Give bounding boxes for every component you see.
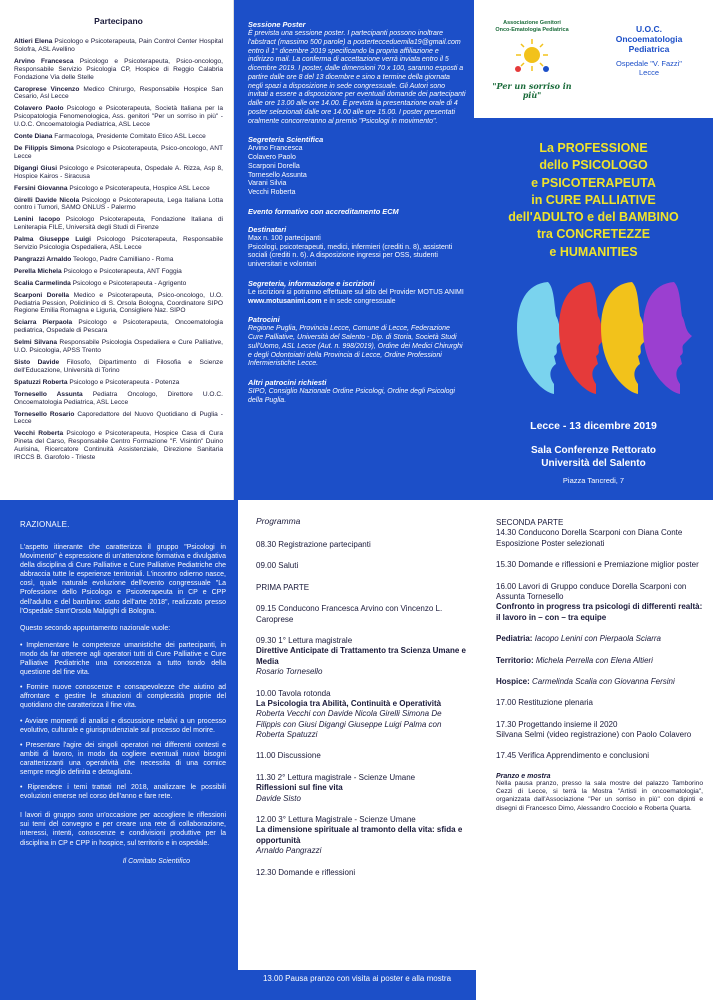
association-logo xyxy=(482,20,582,101)
rationale-goal-item xyxy=(20,783,226,801)
program-time-label: SECONDA PARTE xyxy=(496,518,564,527)
program-item xyxy=(496,751,703,761)
participant-name: Scalia Carmelinda xyxy=(14,279,71,287)
program-item xyxy=(496,656,703,666)
rationale-goal-text: Avviare momenti di analisi e discussione relativi a un processo evolutivo, culturale e giurisprudenziale sul processo del morire. xyxy=(20,717,226,734)
participant-role: Psicologo e Psicoterapeuta, Pain Control Center Hospital Solofra, ASL Avellino xyxy=(14,38,223,53)
participant-role: Psicologo e Psicoterapeuta, Hospice ASL Lecce xyxy=(67,184,210,192)
participant-item xyxy=(14,280,223,288)
event-title-line: e PSICOTERAPEUTA xyxy=(531,175,656,190)
bullet-icon: • xyxy=(20,641,27,649)
workgroup-row xyxy=(496,656,703,666)
rationale-goal-item xyxy=(20,717,226,735)
participant-role: Responsabile Psicologia Ospedaliera e Cure Palliative, U.O. Psicologia, APSS Trento xyxy=(14,339,223,355)
participant-item xyxy=(14,197,223,213)
workgroup-leaders: Iacopo Lenini con Pierpaola Sciarra xyxy=(532,634,661,644)
program-speakers: Davide Sisto xyxy=(256,793,301,803)
program-time-label: 10.00 Tavola rotonda xyxy=(256,688,331,698)
unit-info xyxy=(589,24,709,77)
recipients-heading: Destinatari xyxy=(248,224,287,234)
program-speakers: Arnaldo Pangrazzi xyxy=(256,846,322,856)
participants-title: Partecipano xyxy=(94,16,143,26)
program-item xyxy=(496,698,703,708)
venue-line-1: Sala Conferenze Rettorato xyxy=(530,445,657,456)
lunch-break-bar: 13.00 Pausa pranzo con visita ai poster e alla mostra xyxy=(238,970,476,1000)
program-time-label: 15.30 Domande e riflessioni e Premiazione miglior poster xyxy=(496,560,699,570)
participant-role: Psicologo e Psicoterapeuta, Psico-oncologo, ANT Lecce xyxy=(14,144,223,160)
info-panel xyxy=(234,0,474,500)
participant-role: Pediatra Oncologo, Direttore U.O.C. Oncoematologia Pediatrica, ASL Lecce xyxy=(14,390,223,406)
program-time-label: 17.45 Verifica Apprendimento e conclusioni xyxy=(496,751,649,761)
rationale-workgroups: I lavori di gruppo sono un'occasione per accogliere le riflessioni sui temi del convegno e per creare una rete di collaborazione, interessi, intenti, conoscenze e condivisioni produttive per la disciplina in CP e CPP in hospice, sul territorio e in ospedale. xyxy=(20,812,226,847)
program-time-label: 17.30 Progettando insieme il 2020 xyxy=(496,719,618,729)
program-speakers: Roberta Vecchi con Davide Nicola Girelli Simona De Filippis con Giusi Digangi Giuseppe Luigi Palma con Roberta Spatuzzi xyxy=(256,709,442,740)
face-profile xyxy=(601,282,650,394)
association-name-2: Onco-Ematologia Pediatrica xyxy=(495,26,569,33)
rationale-goal-item xyxy=(20,741,226,777)
ecm-heading: Evento formativo con accreditamento ECM xyxy=(248,206,399,216)
participant-item xyxy=(14,359,223,375)
poster-text: È prevista una sessione poster. I partecipanti possono inoltrare l'abstract (massimo 500 parole) a postertecceduemila19@gmail.com entro il 1° dicembre 2019 specificando la propria affiliazione e indirizzo mail. La conferma di accettazione verrà inviata entro il 5 dicembre 2019. I poster, dalle dimensioni 70 x 100, saranno esposti a partire dalle ore 8 del 13 dicembre e sino a termine della giornata negli spazi a disposizione in sede congressuale. Gli Autori sono invitati a essere a disposizione per eventuali domande dei partecipanti dalle ore 13.00 alle ore 14.00. È prevista la presentazione orale di 4 poster selezionati dalle ore 14.00 alle ore 15.00. I poster presentati oralmente concorreranno al premio "Psicologi in movimento". xyxy=(248,30,466,125)
other-patronage-section xyxy=(248,378,466,406)
program-morning-list xyxy=(256,540,468,878)
scientific-secretariat xyxy=(248,135,466,198)
poster-heading: Sessione Poster xyxy=(248,20,306,29)
association-name-1: Associazione Genitori xyxy=(503,20,561,26)
participant-name: Perella Michela xyxy=(14,267,62,275)
event-title-line: e HUMANITIES xyxy=(549,244,638,259)
program-item xyxy=(496,518,703,549)
program-note: Esposizione Poster selezionati xyxy=(496,538,605,548)
rationale-goals-intro: Questo secondo appuntamento nazionale vuole: xyxy=(20,624,171,632)
workgroup-leaders: Michela Perrella con Elena Altieri xyxy=(533,655,653,665)
participant-name: De Filippis Simona xyxy=(14,144,74,152)
registration-suffix: e in sede congressuale xyxy=(321,297,396,305)
event-title-line: tra CONCRETEZZE xyxy=(536,227,651,242)
participant-role: Medico Chirurgo, Responsabile Hospice San Cesario, Asl Lecce xyxy=(14,85,223,101)
participant-role: Filosofo, Dipartimento di Filosofia e Scienze dell'Educazione, Università di Torino xyxy=(14,359,224,374)
program-morning-panel xyxy=(238,500,476,1000)
program-conductors: Silvana Selmi (video registrazione) con Paolo Colavero xyxy=(496,730,692,740)
program-item xyxy=(496,677,703,687)
participant-item xyxy=(14,236,223,252)
unit-name-2: Pediatrica xyxy=(628,44,670,55)
scientific-names: Arvino Francesca Colavero Paolo Scarponi Dorella Tornesello Assunta Varani Silvia Vecchi Roberta xyxy=(248,145,307,196)
participant-name: Vecchi Roberta xyxy=(14,430,64,438)
workgroup-label: Hospice: xyxy=(496,676,530,686)
participant-name: Sisto Davide xyxy=(14,359,60,366)
participant-name: Sciarra Pierpaola xyxy=(14,319,73,327)
participant-item xyxy=(14,105,223,129)
workgroup-label: Pediatria: xyxy=(496,634,533,644)
event-title xyxy=(474,140,713,261)
participant-item xyxy=(14,145,223,161)
participant-item xyxy=(14,292,223,316)
participant-role: Psicologo e Psicoterapeuta, Oncoematologia pediatrica, Ospedale di Pescara xyxy=(14,319,223,335)
program-item xyxy=(496,560,703,570)
bullet-icon: • xyxy=(20,717,25,725)
participant-name: Spatuzzi Roberta xyxy=(14,378,68,386)
rationale-goal-text: Presentare l'agire dei singoli operatori nei differenti contesti e ambiti di lavoro, in modo da cogliere eventuali nuovi bisogni caratterizzanti una operatività che necessita di una cornice sempre meglio definita e dettagliata. xyxy=(20,741,226,776)
participant-item xyxy=(14,133,223,141)
sun-children-icon xyxy=(508,35,556,77)
participant-item xyxy=(14,38,223,54)
program-time-label: 12.30 Domande e riflessioni xyxy=(256,867,356,877)
participant-name: Lenini Iacopo xyxy=(14,216,61,224)
program-time-label: 09.30 1° Lettura magistrale xyxy=(256,635,353,645)
participant-role: Psicologo e Psicoterapeuta, Psico-oncologo, Responsabile Servizio Psicologia CP, Hospice di Reggio Calabria Fondazione Via delle Stelle xyxy=(14,57,223,81)
program-item xyxy=(496,720,703,741)
participants-list xyxy=(14,38,223,462)
participant-name: Arvino Francesca xyxy=(14,57,74,65)
event-title-line: dell'ADULTO e del BAMBINO xyxy=(508,210,679,224)
program-time-label: 11.00 Discussione xyxy=(256,751,321,761)
registration-text: Le iscrizioni si potranno effettuare sul sito del Provider MOTUS ANIMI xyxy=(248,288,464,296)
registration-section xyxy=(248,279,466,307)
workgroup-leaders: Carmelinda Scalia con Giovanna Fersini xyxy=(529,676,675,686)
program-time-label: 16.00 Lavori di Gruppo conduce Dorella Scarponi con Assunta Tornesello xyxy=(496,581,687,601)
program-time-label: 12.00 3° Lettura Magistrale - Scienze Umane xyxy=(256,815,416,825)
program-item xyxy=(256,815,468,857)
program-item xyxy=(256,689,468,741)
other-patronage-text: SIPO, Consiglio Nazionale Ordine Psicologi, Ordine degli Psicologi della Puglia. xyxy=(248,388,455,404)
participant-role: Psicologo Psicoterapeuta, Responsabile Servizio Psicologia Ospedaliera, ASL Lecce xyxy=(14,236,223,252)
program-session-title: La dimensione spirituale al tramonto della vita: sfida e opportunità xyxy=(256,825,463,845)
participant-role: Psicologo e Psicoterapeuta, Hospice Casa di Cura Pineta del Carso, Responsabile Centro Formazione "F. Visintin" Duino Aurisina, Ricercatore Continuità Assistenziale, Direzione Sanitaria IRCCS B. Garofolo - Trieste xyxy=(14,430,223,462)
face-profile xyxy=(517,282,566,394)
program-item xyxy=(256,561,468,571)
cover-panel xyxy=(474,0,713,500)
face-profile xyxy=(643,282,692,394)
event-title-line: in CURE PALLIATIVE xyxy=(531,192,656,207)
participant-name: Digangi Giusi xyxy=(14,164,58,172)
face-profile xyxy=(559,282,608,394)
unit-label: U.O.C. xyxy=(636,24,662,34)
participant-role: Psicologo Psicoterapeuta, Fondazione Italiana di Leniterapia FILE, Università degli Studi di Firenze xyxy=(14,216,224,232)
hospital-name: Ospedale "V. Fazzi" xyxy=(616,59,682,69)
other-patronage-heading: Altri patrocini richiesti xyxy=(248,378,327,387)
participant-name: Caroprese Vincenzo xyxy=(14,85,80,93)
participant-item xyxy=(14,58,223,82)
participant-item xyxy=(14,216,223,232)
lunch-exhibition-text: Nella pausa pranzo, presso la sala mostre del palazzo Tamborino Cezzi di Lecce, si terrà la Mostra "Artisti in oncoematologia", organizzata dall'Associazione "Per un sorriso in più" con dipinti e disegni di Francesco Dimo, Alessandro Cocciolo e Roberta Quarta. xyxy=(496,779,703,812)
participant-role: Caporedattore del Nuovo Quotidiano di Puglia - Lecce xyxy=(14,410,223,426)
workgroup-row xyxy=(496,634,703,644)
participant-name: Pangrazzi Arnaldo xyxy=(14,255,72,263)
participant-item xyxy=(14,379,223,387)
program-time-label: PRIMA PARTE xyxy=(256,582,310,592)
program-item xyxy=(256,773,468,804)
participant-item xyxy=(14,339,223,355)
program-item xyxy=(256,583,468,593)
participant-name: Altieri Elena xyxy=(14,38,53,45)
participant-item xyxy=(14,319,223,335)
participant-name: Scarponi Dorella xyxy=(14,291,70,299)
participant-item xyxy=(14,268,223,276)
patronage-section xyxy=(248,315,466,369)
rationale-signature: Il Comitato Scientifico xyxy=(122,857,190,865)
provider-website-link[interactable]: www.motusanimi.com xyxy=(248,297,322,305)
program-afternoon-panel xyxy=(476,500,713,1000)
unit-name-1: Oncoematologia xyxy=(615,34,683,44)
program-time-label: 11.30 2° Lettura magistrale - Scienze Umane xyxy=(256,772,416,782)
registration-heading: Segreteria, informazione e iscrizioni xyxy=(248,278,375,288)
participant-name: Colavero Paolo xyxy=(14,105,64,113)
participant-name: Palma Giuseppe Luigi xyxy=(14,236,91,244)
participant-item xyxy=(14,256,223,264)
participant-role: Psicologo e Psicoterapeuta, Ospedale A. Rizza, Asp 8, Hospice Kairos - Siracusa xyxy=(14,164,224,180)
program-time-label: 08.30 Registrazione partecipanti xyxy=(256,540,371,549)
rationale-goal-text: Riprendere i temi trattati nel 2018, analizzare le possibili evoluzioni emerse nel corso dell'anno e fare rete. xyxy=(20,784,226,801)
program-session-title: La Psicologia tra Abilità, Continuità e Operatività xyxy=(256,698,442,708)
workgroup-label: Territorio: xyxy=(496,655,534,665)
participant-item xyxy=(14,430,223,462)
faces-illustration xyxy=(504,272,704,402)
participant-item xyxy=(14,411,223,427)
program-item xyxy=(256,604,468,625)
event-title-line: dello PSICOLOGO xyxy=(539,158,648,173)
event-venue xyxy=(474,445,713,470)
program-item xyxy=(256,868,468,878)
recipients-text: Max n. 100 partecipanti Psicologi, psicoterapeuti, medici, infermieri (crediti n. 8), assistenti sociali (crediti n. 6). A disposizione ingressi per OSS, studenti universitari e volontari xyxy=(248,234,453,268)
rationale-goal-item xyxy=(20,683,226,710)
participant-name: Selmi Silvana xyxy=(14,339,58,347)
bullet-icon: • xyxy=(20,741,26,749)
rationale-panel xyxy=(0,500,238,1000)
program-item xyxy=(256,636,468,678)
hospital-city: Lecce xyxy=(638,68,659,78)
participant-item xyxy=(14,86,223,102)
participant-role: Psicologo e Psicoterapeuta, Società Italiana per la Psicopatologia Fenomenologica, Ass. genitori "Per un sorriso in più" - U.O.C. Oncoematologia Pediatrica, ASL Lecce xyxy=(14,105,223,129)
participant-role: Medico e Psicoterapeuta, Psico-oncologo, U.O. Pediatria Pession, Policlinico di S. Orsola Bologna, Coordinatore SIPO Regione Emilia Romagna e Liguria, Consigliere Naz. SIPO xyxy=(14,291,223,315)
participant-item xyxy=(14,185,223,193)
program-session-title: Confronto in progress tra psicologi di differenti realtà: il lavoro in – con – tra equipe xyxy=(496,602,703,622)
participant-role: Psicologo e Psicoterapeuta, ANT Foggia xyxy=(61,267,182,275)
participant-name: Girelli Davide Nicola xyxy=(14,196,80,204)
program-item xyxy=(496,582,703,624)
program-time-label: 17.00 Restituzione plenaria xyxy=(496,698,593,708)
program-speakers: Rosario Tornesello xyxy=(256,667,323,677)
program-time-label: 09.00 Saluti xyxy=(256,561,299,571)
rationale-goal-text: Implementare le competenze umanistiche dei partecipanti, in modo da far ottenere agli operatori tutti di Cure Palliative e Cure Palliative Pediatriche una conoscenza a tutto tondo della questione del fine vita. xyxy=(20,641,226,677)
poster-section xyxy=(248,20,466,126)
participants-panel xyxy=(0,0,234,500)
program-heading: Programma xyxy=(256,516,301,526)
participant-name: Fersini Giovanna xyxy=(14,184,68,192)
participant-role: Teologo, Padre Camilliano - Roma xyxy=(71,255,174,263)
rationale-goal-item xyxy=(20,641,226,677)
participant-name: Tornesello Assunta xyxy=(14,390,83,398)
participant-name: Conte Diana xyxy=(14,133,53,141)
rationale-intro: L'aspetto itinerante che caratterizza il gruppo "Psicologi in Movimento" è espressione di un'attenzione formativa e divulgativa della disciplina di Cure Palliative e Cure Palliative Pediatriche che abbraccia tutte le esperienze territoriali. L'incontro odierno nasce, così, quale naturale evoluzione dell'evento congressuale "La Professione dello Psicologo e Psicoterapeuta in CP e CPP dell'adulto e del bambino: stato dell'arte 2018", realizzato presso l'Ospedale Sant'Orsola Malpighi di Bologna. xyxy=(20,544,226,615)
participant-name: Tornesello Rosario xyxy=(14,410,75,418)
cover-header xyxy=(474,0,713,118)
venue-line-2: Università del Salento xyxy=(541,457,646,469)
bullet-icon: • xyxy=(20,684,27,692)
participant-role: Psicologo e Psicoterapeuta, Lega Italiana Lotta contro i Tumori, SAMO ONLUS - Palermo xyxy=(14,196,223,212)
participant-role: Psicologo e Psicoterapeuta - Agrigento xyxy=(70,279,187,287)
rationale-goals-list xyxy=(20,641,226,801)
program-session-title: Direttive Anticipate di Trattamento tra Scienza Umane e Media xyxy=(256,646,466,666)
event-date: Lecce - 13 dicembre 2019 xyxy=(530,420,657,432)
bullet-icon: • xyxy=(20,784,28,792)
program-item xyxy=(496,634,703,644)
program-session-title: Riflessioni sul fine vita xyxy=(256,783,343,793)
event-title-line: La PROFESSIONE xyxy=(539,141,648,155)
scientific-heading: Segreteria Scientifica xyxy=(248,135,324,145)
program-conductors: 14.30 Conducono Dorella Scarponi con Diana Conte xyxy=(496,528,683,538)
participant-role: Psicologo e Psicoterapeuta - Potenza xyxy=(67,378,180,386)
lunch-exhibition-heading: Pranzo e mostra xyxy=(496,772,551,780)
rationale-heading: RAZIONALE. xyxy=(20,520,70,529)
workgroup-row xyxy=(496,677,703,687)
program-afternoon-list xyxy=(496,518,703,762)
program-item xyxy=(256,540,468,550)
patronage-text: Regione Puglia, Provincia Lecce, Comune di Lecce, Federazione Cure Palliative, Università del Salento - Dip. di Storia, Società Studi sull'Uomo, ASL Lecce (Aut. n. 998/2019), Ordine dei Medici Chirurghi e degli Odontoiatri della Provincia di Lecce, Ordine Professioni Infermieristiche Lecce. xyxy=(248,325,463,368)
rationale-goal-text: Fornire nuove conoscenze e consapevolezze che aiutino ad affrontare e gestire le situazioni di complessità proprie del quotidiano che caratterizza il fine vita. xyxy=(20,684,226,710)
program-time-label: 09.15 Conducono Francesca Arvino con Vincenzo L. Caroprese xyxy=(256,604,443,624)
program-item xyxy=(256,751,468,761)
participant-item xyxy=(14,391,223,407)
recipients-section xyxy=(248,225,466,270)
patronage-heading: Patrocini xyxy=(248,315,280,325)
event-address: Piazza Tancredi, 7 xyxy=(562,476,625,485)
ecm-section xyxy=(248,207,466,216)
association-motto: "Per un sorriso in più" xyxy=(492,80,572,101)
participant-item xyxy=(14,165,223,181)
participant-role: Farmacologa, Presidente Comitato Etico ASL Lecce xyxy=(52,133,206,141)
